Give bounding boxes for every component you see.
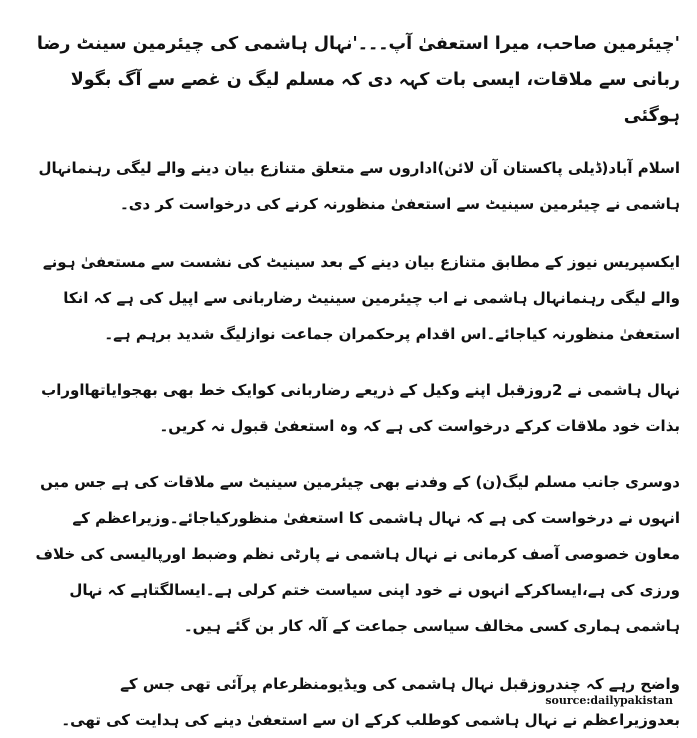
article xyxy=(22,0,680,738)
source-credit: source:dailypakistan xyxy=(545,694,673,707)
article-paragraph-3: نہال ہاشمی نے 2روزقبل اپنے وکیل کے ذریعے رضاربانی کوایک خط بھی بھجوایاتھااوراب بذات خود ملاقات کرکے درخواست کی ہے کہ وہ استعفیٰ قبول نہ کریں۔ xyxy=(41,381,680,435)
article-paragraph-5: واضح رہے کہ چندروزقبل نہال ہاشمی کی ویڈیومنظرعام پرآئی تھی جس کے بعدوزیراعظم نے نہال ہاشمی کوطلب کرکے ان سے استعفیٰ دینے کی ہدایت کی تھی۔ xyxy=(61,675,680,729)
article-paragraph-2: ایکسپریس نیوز کے مطابق متنازع بیان دینے کے بعد سینیٹ کی نشست سے مستعفیٰ ہونے والے لیگی رہنمانہال ہاشمی نے اب چیئرمین سینیٹ رضاربانی سے اپیل کی ہے کہ انکا استعفیٰ منظورنہ کیاجائے۔اس اقدام پرحکمران جماعت نوازلیگ شدید برہم ہے۔ xyxy=(42,253,680,343)
article-paragraph-4: دوسری جانب مسلم لیگ(ن) کے وفدنے بھی چیئرمین سینیٹ سے ملاقات کی ہے جس میں انہوں نے درخواست کی ہے کہ نہال ہاشمی کا استعفیٰ منظورکیاجائے۔وزیراعظم کے معاون خصوصی آصف کرمانی نے نہال ہاشمی نے پارٹی نظم وضبط اورپالیسی کی خلاف ورزی کی ہے،ایساکرکے انہوں نے خود اپنی سیاست ختم کرلی ہے۔ایسالگتاہے کہ نہال ہاشمی ہماری کسی مخالف سیاسی جماعت کے آلہ کار بن گئے ہیں۔ xyxy=(35,473,680,635)
article-headline: 'چیئرمین صاحب، میرا استعفیٰ آپ۔۔۔'نہال ہاشمی کی چیئرمین سینٹ رضا ربانی سے ملاقات، ایسی بات کہہ دی کہ مسلم لیگ ن غصے سے آگ بگولا ہوگئی xyxy=(36,34,680,126)
article-paragraph-1: اسلام آباد(ڈیلی پاکستان آن لائن)اداروں سے متعلق متنازع بیان دینے والے لیگی رہنمانہال ہاشمی نے چیئرمین سینیٹ سے استعفیٰ منظورنہ کرنے کی درخواست کر دی۔ xyxy=(38,159,680,213)
